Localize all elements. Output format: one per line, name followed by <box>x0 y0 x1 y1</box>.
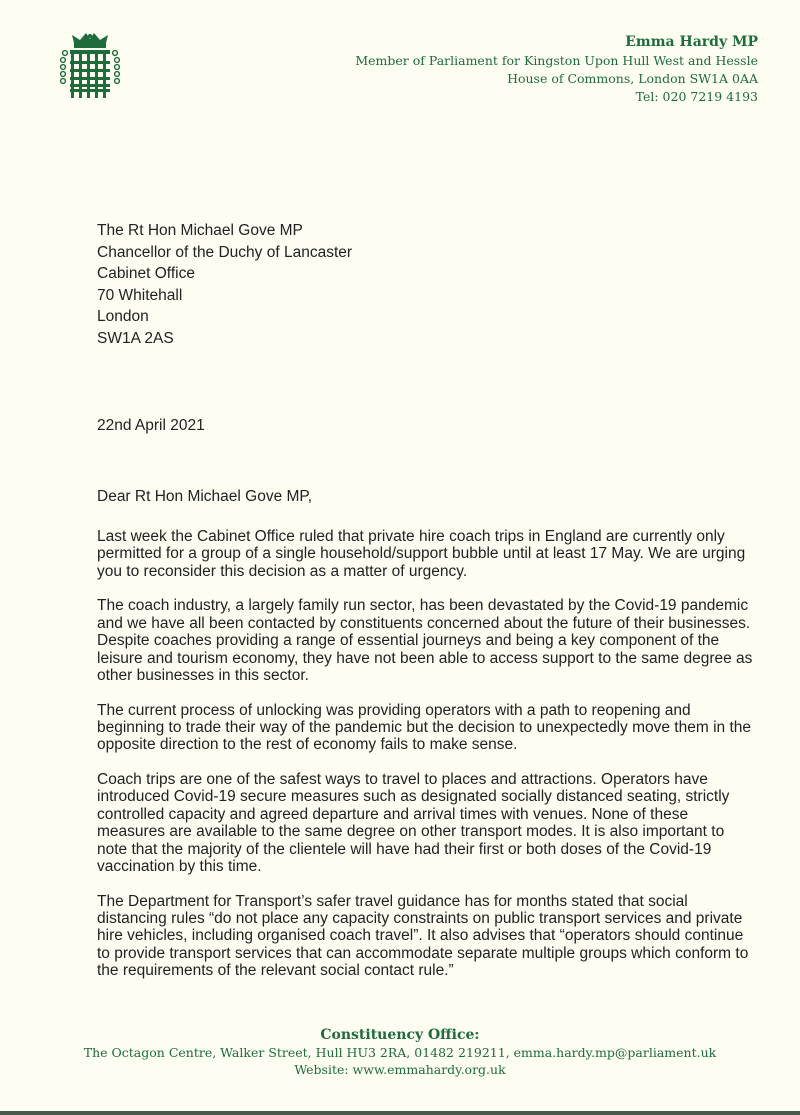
recipient-address <box>97 220 352 349</box>
body-paragraph: The Department for Transport’s safer travel guidance has for months stated that social distancing rules “do not place any capacity constraints on public transport services and private hire vehicles, including organised coach travel”. It also advises that “operators should continue to provide transport services that can accommodate separate multiple groups which conform to the requirements of the relevant social contact rule.” <box>97 892 749 980</box>
recipient-line: The Rt Hon Michael Gove MP <box>97 222 303 239</box>
recipient-line: Cabinet Office <box>97 265 195 282</box>
sender-address: House of Commons, London SW1A 0AA <box>507 71 758 86</box>
letter-date: 22nd April 2021 <box>97 417 205 434</box>
sender-role: Member of Parliament for Kingston Upon Hull West and Hessle <box>355 53 758 68</box>
sender-tel: Tel: 020 7219 4193 <box>635 89 758 104</box>
footer-website: Website: www.emmahardy.org.uk <box>294 1062 506 1077</box>
recipient-line: Chancellor of the Duchy of Lancaster <box>97 243 353 261</box>
constituency-footer <box>0 1026 800 1078</box>
footer-address: The Octagon Centre, Walker Street, Hull HU3 2RA, 01482 219211, emma.hardy.mp@parliament.uk <box>83 1045 717 1060</box>
sender-name: Emma Hardy MP <box>625 34 758 50</box>
portcullis-icon <box>58 33 122 105</box>
body-paragraph: Last week the Cabinet Office ruled that private hire coach trips in England are currently only permitted for a group of a single household/support bubble until at least 17 May. We are urging you to reconsider this decision as a matter of urgency. <box>97 528 746 580</box>
bottom-divider <box>0 1111 800 1115</box>
recipient-line: SW1A 2AS <box>97 329 174 347</box>
body-paragraph: The current process of unlocking was providing operators with a path to reopening and beginning to trade their way of the pandemic but the decision to unexpectedly move them in the opposite direction to the rest of economy fails to make sense. <box>97 701 751 754</box>
letter-body <box>97 528 757 997</box>
recipient-line: 70 Whitehall <box>97 286 183 304</box>
recipient-line: London <box>97 308 149 325</box>
letterhead <box>355 33 758 106</box>
salutation: Dear Rt Hon Michael Gove MP, <box>97 488 313 505</box>
body-paragraph: Coach trips are one of the safest ways to travel to places and attractions. Operators have introduced Covid-19 secure measures such as designated socially distanced seating, strictly controlled capacity and agreed departure and arrival times with venues. None of these measures are available to the same degree on other transport modes. It is also important to note that the majority of the clientele will have had their first or both doses of the Covid-19 vaccination by this time. <box>97 771 730 876</box>
body-paragraph: The coach industry, a largely family run sector, has been devastated by the Covid-19 pandemic and we have all been contacted by constituents concerned about the future of their businesses. Despite coaches providing a range of essential journeys and being a key component of the leisure and tourism economy, they have not been able to access support to the same degree as other businesses in this sector. <box>97 597 753 685</box>
footer-title: Constituency Office: <box>320 1027 480 1043</box>
